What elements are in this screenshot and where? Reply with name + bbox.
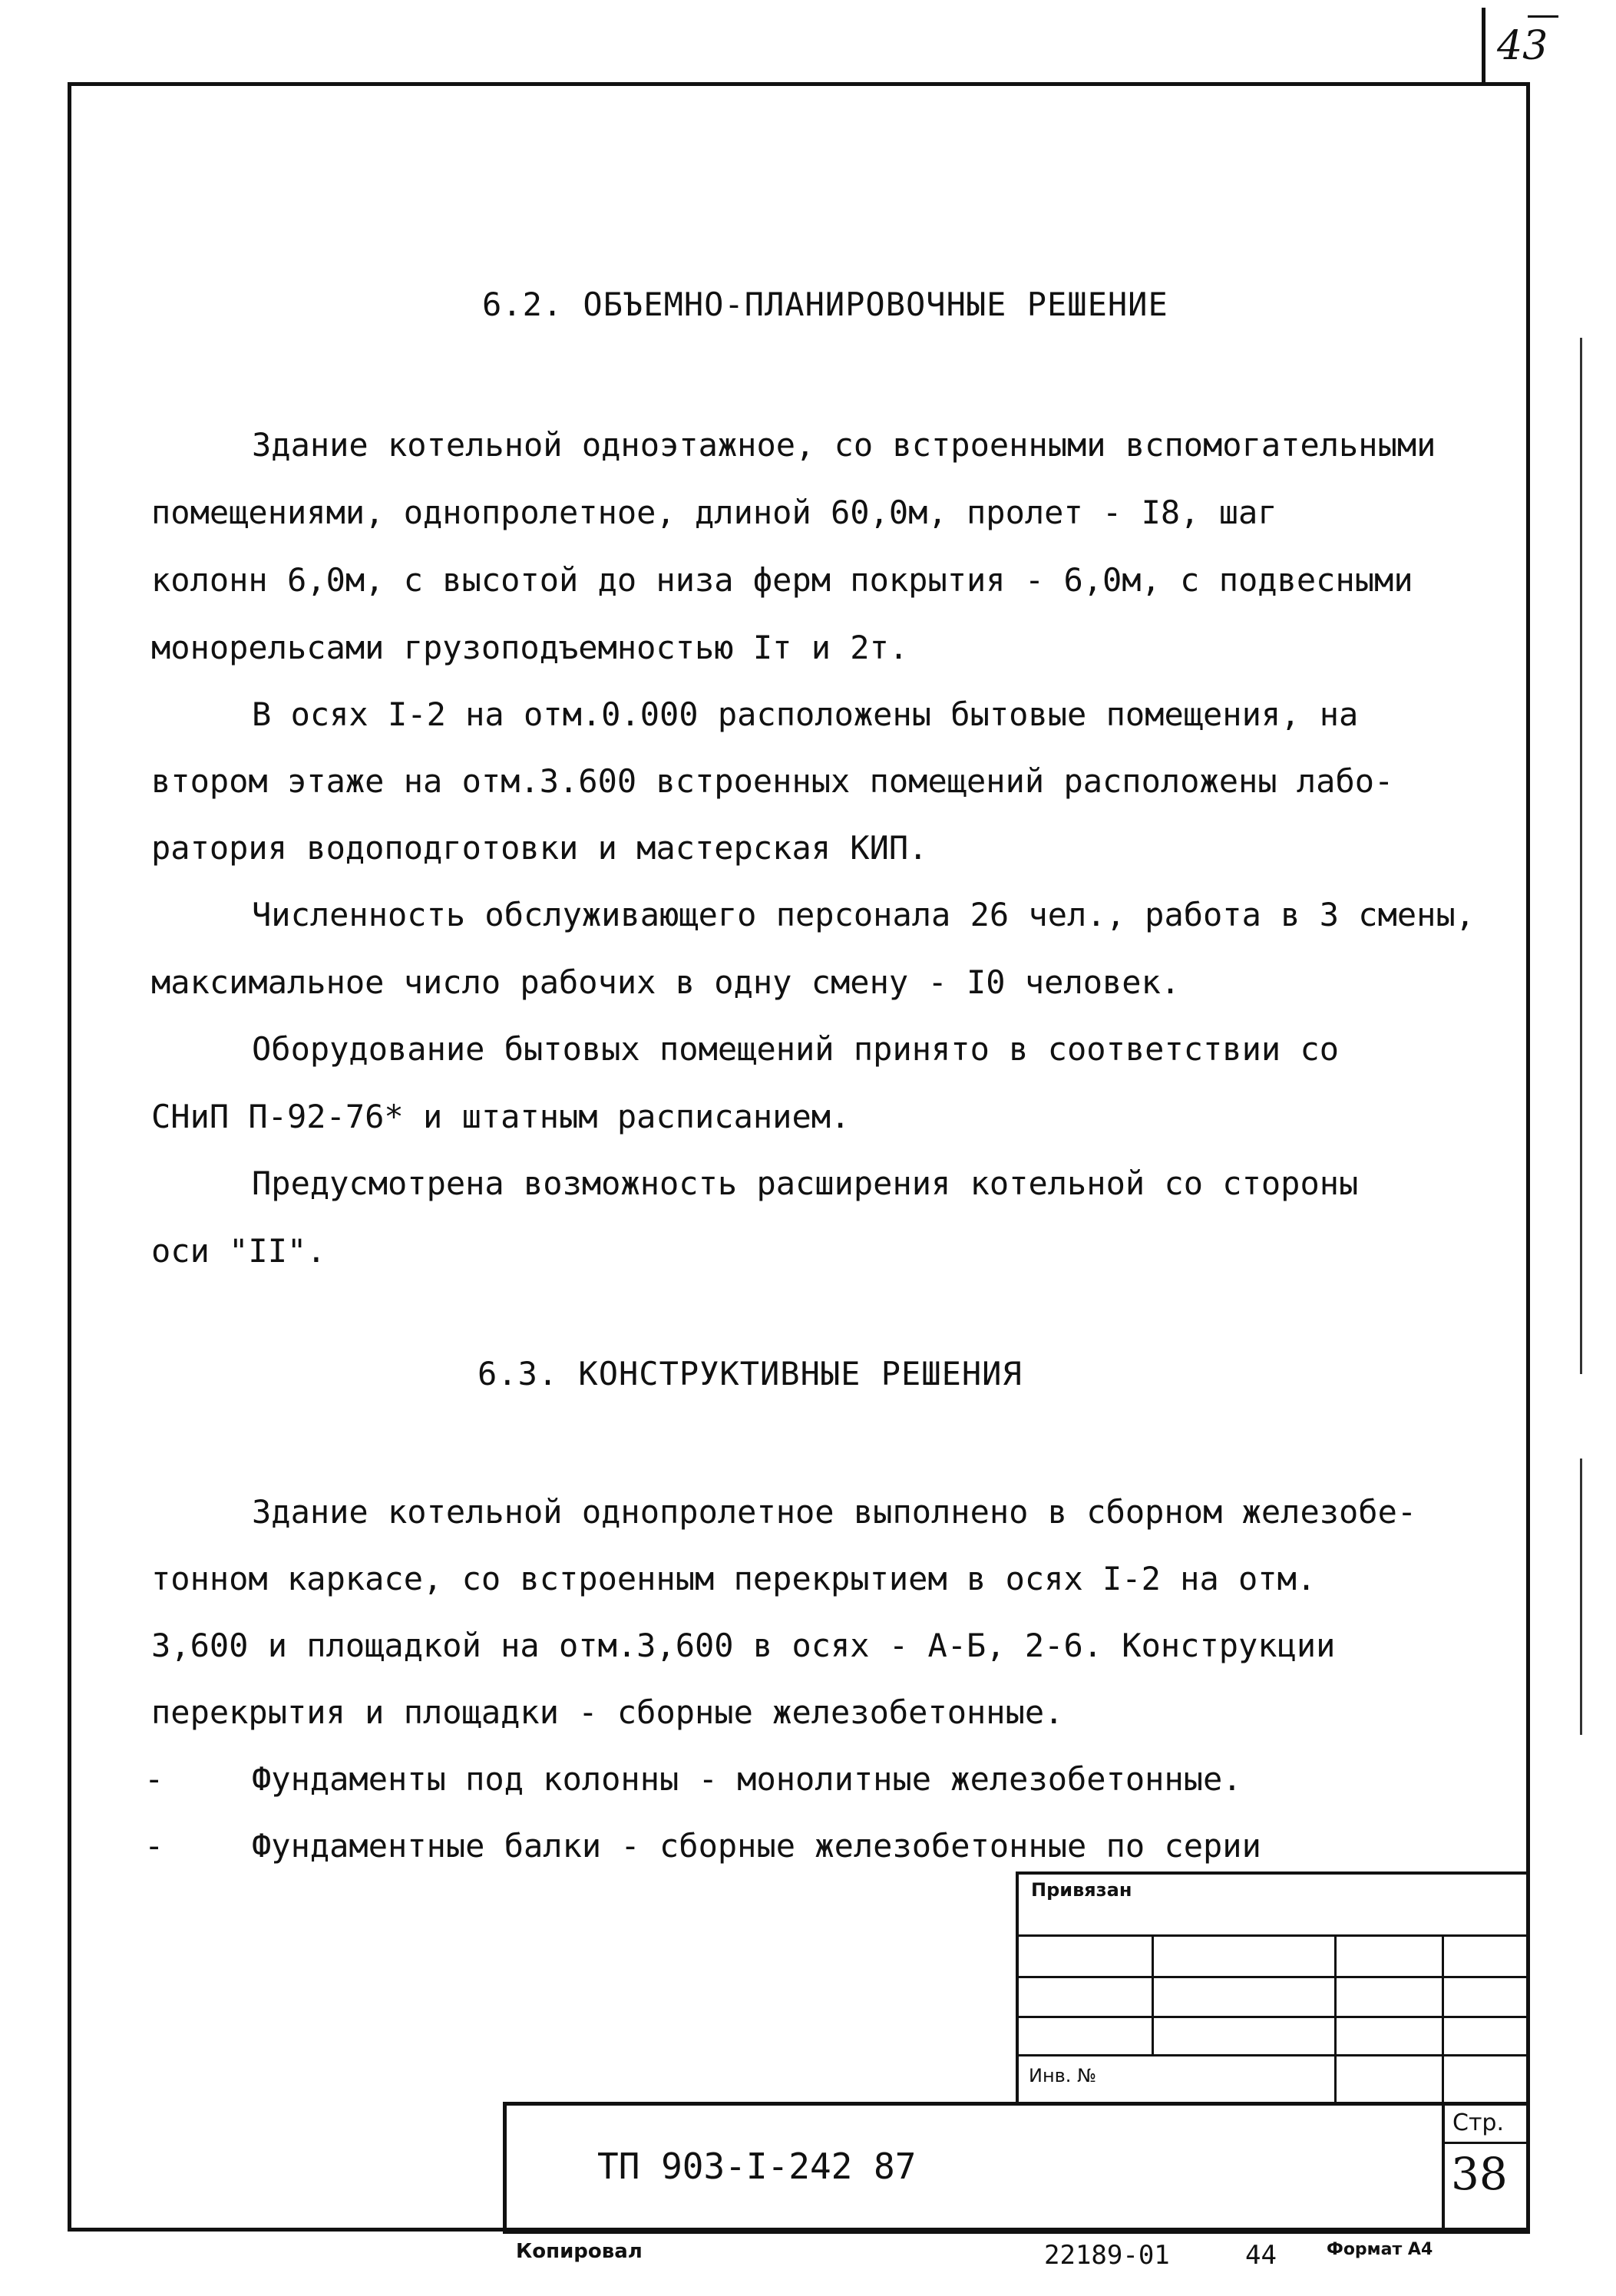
paragraph-line: ратория водоподготовки и мастерская КИП. — [151, 829, 928, 867]
bullet-dash: - — [144, 1827, 164, 1865]
corner-page-number: 43 — [1497, 23, 1548, 69]
sheet-number: 38 — [1451, 2148, 1508, 2200]
paragraph-line: 3,600 и площадкой на отм.3,600 в осях - А-Б, 2-6. Конструкции — [151, 1627, 1336, 1664]
margin-scan-line — [1580, 1459, 1582, 1735]
paragraph-line: максимальное число рабочих в одну смену - I0 человек. — [151, 963, 1181, 1001]
paragraph-line: помещениями, однопролетное, длиной 60,0м, пролет - I8, шаг — [151, 494, 1277, 531]
list-item: Фундаменты под колонны - монолитные железобетонные. — [252, 1760, 1242, 1798]
grid-line — [1442, 2142, 1530, 2144]
inventory-label: Инв. № — [1029, 2065, 1097, 2086]
order-number: 22189-01 — [1044, 2240, 1170, 2271]
attached-label: Привязан — [1031, 1879, 1132, 1901]
grid-line — [1016, 1934, 1530, 1937]
paragraph-line: оси "II". — [151, 1232, 326, 1270]
paragraph-line: Оборудование бытовых помещений принято в соответствии со — [252, 1030, 1340, 1068]
grid-line — [1016, 2054, 1530, 2056]
grid-line — [1152, 1934, 1154, 2054]
paragraph-line: Численность обслуживающего персонала 26 чел., работа в 3 смены, — [252, 896, 1476, 933]
document-code: ТП 903-I-242 87 — [597, 2146, 917, 2187]
paragraph-line: В осях I-2 на отм.0.000 расположены бытовые помещения, на — [252, 695, 1359, 733]
grid-line — [1016, 1976, 1530, 1978]
sheet-label: Стр. — [1452, 2109, 1505, 2136]
section-heading: 6.2. ОБЪЕМНО-ПЛАНИРОВОЧНЫЕ РЕШЕНИЕ — [482, 286, 1168, 323]
corner-line — [1528, 15, 1558, 18]
paragraph-line: Здание котельной одноэтажное, со встроенными вспомогательными — [252, 426, 1436, 464]
paragraph-line: перекрытия и площадки - сборные железобетонные. — [151, 1693, 1064, 1731]
format-label: Формат А4 — [1327, 2240, 1433, 2259]
margin-scan-line — [1580, 338, 1582, 1374]
footer-page-number: 44 — [1245, 2240, 1277, 2271]
bullet-dash: - — [144, 1760, 164, 1798]
paragraph-line: Предусмотрена возможность расширения котельной со стороны — [252, 1165, 1359, 1202]
grid-line — [1334, 1934, 1337, 2102]
paragraph-line: тонном каркасе, со встроенным перекрытием в осях I-2 на отм. — [151, 1560, 1317, 1597]
paragraph-line: монорельсами грузоподъемностью Iт и 2т. — [151, 629, 909, 666]
paragraph-line: Здание котельной однопролетное выполнено в сборном железобе- — [252, 1493, 1417, 1531]
grid-line — [1442, 1934, 1444, 2102]
copied-label: Копировал — [516, 2240, 643, 2263]
paragraph-line: колонн 6,0м, с высотой до низа ферм покрытия - 6,0м, с подвесными — [151, 561, 1413, 599]
list-item: Фундаментные балки - сборные железобетонные по серии — [252, 1827, 1261, 1865]
paragraph-line: СНиП П-92-76* и штатным расписанием. — [151, 1098, 851, 1135]
grid-line — [1016, 2016, 1530, 2018]
paragraph-line: втором этаже на отм.3.600 встроенных помещений расположены лабо- — [151, 762, 1394, 800]
section-heading: 6.3. КОНСТРУКТИВНЫЕ РЕШЕНИЯ — [478, 1355, 1023, 1392]
